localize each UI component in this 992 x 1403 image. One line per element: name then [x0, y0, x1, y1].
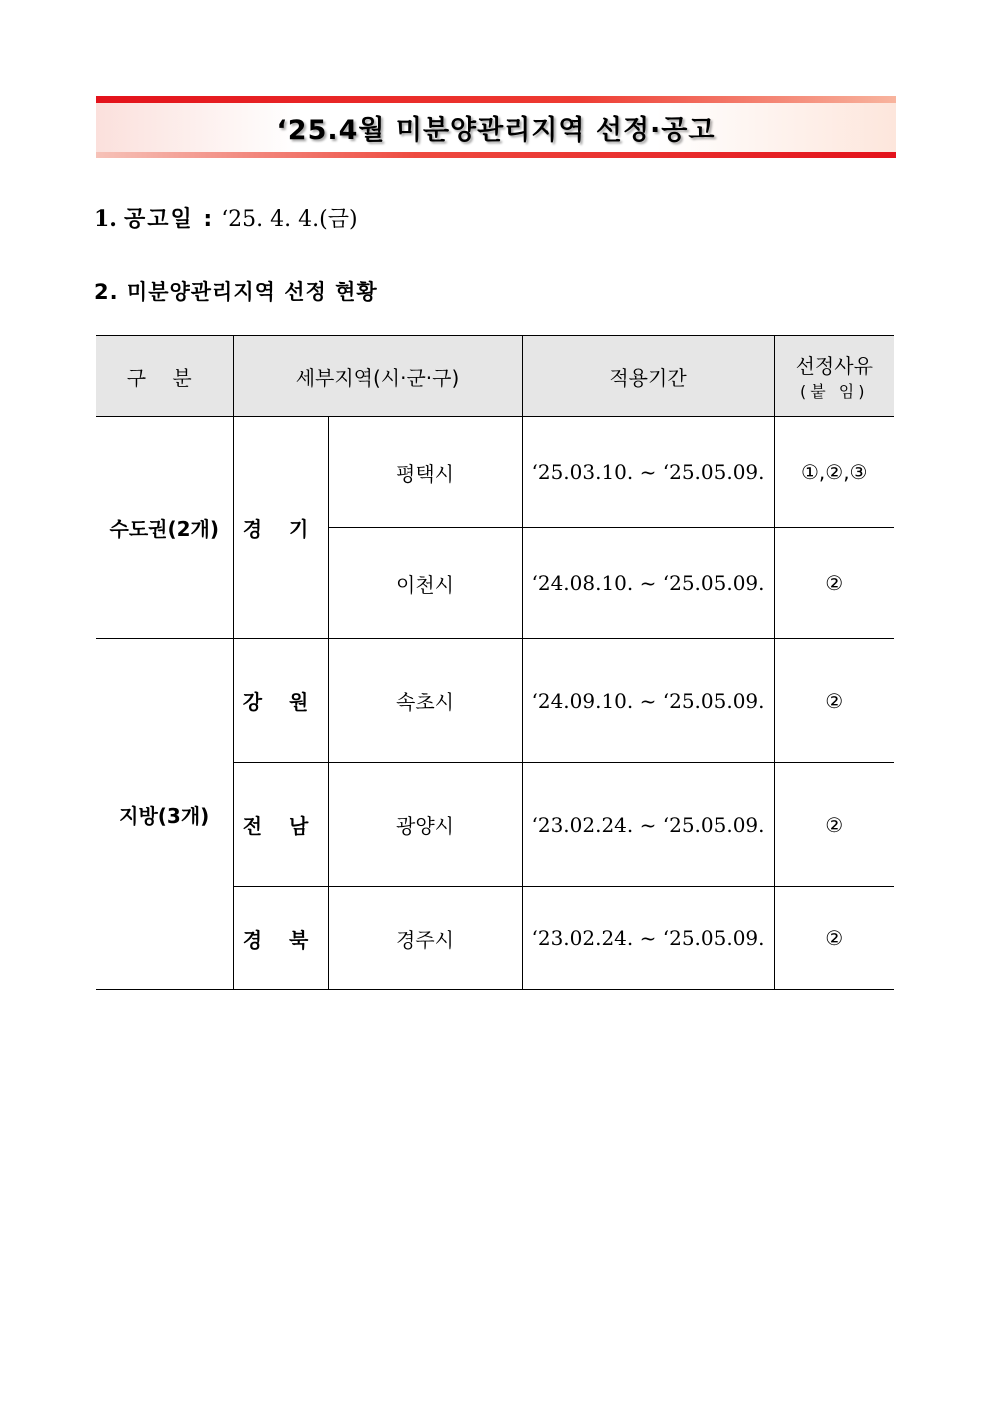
section-number: 2.	[94, 280, 119, 304]
city-cell: 광양시	[328, 763, 522, 887]
title-banner	[96, 96, 896, 158]
header-category: 구 분	[96, 336, 233, 417]
province-cell: 경 북	[233, 887, 328, 990]
city-cell: 평택시	[328, 417, 522, 528]
group-cell: 수도권(2개)	[96, 417, 233, 639]
page-title: ‘25.4월 미분양관리지역 선정·공고	[276, 115, 716, 146]
table-row	[96, 639, 894, 763]
group-cell: 지방(3개)	[96, 639, 233, 990]
table-header-row	[96, 336, 894, 417]
header-reason	[774, 336, 894, 417]
header-period: 적용기간	[522, 336, 774, 417]
period-cell: ‘23.02.24. ~ ‘25.05.09.	[522, 763, 774, 887]
announcement-date: ‘25. 4. 4.(금)	[221, 207, 358, 232]
reason-cell: ②	[774, 887, 894, 990]
announcement-date-line	[94, 202, 358, 233]
section-label: 미분양관리지역 선정 현황	[126, 280, 378, 304]
designation-status-heading	[94, 276, 378, 306]
designation-table	[96, 335, 894, 990]
title-bar-bottom	[96, 152, 896, 158]
header-reason-label: 선정사유	[795, 354, 873, 378]
province-cell: 전 남	[233, 763, 328, 887]
reason-cell: ②	[774, 528, 894, 639]
title-bar-top	[96, 96, 896, 103]
period-cell: ‘24.08.10. ~ ‘25.05.09.	[522, 528, 774, 639]
header-reason-note: (붙 임)	[800, 382, 869, 401]
period-cell: ‘25.03.10. ~ ‘25.05.09.	[522, 417, 774, 528]
period-cell: ‘24.09.10. ~ ‘25.05.09.	[522, 639, 774, 763]
header-region: 세부지역(시·군·구)	[233, 336, 522, 417]
section-label: 공고일 :	[123, 207, 215, 232]
province-cell: 강 원	[233, 639, 328, 763]
province-cell: 경 기	[233, 417, 328, 639]
reason-cell: ②	[774, 639, 894, 763]
city-cell: 경주시	[328, 887, 522, 990]
city-cell: 속초시	[328, 639, 522, 763]
reason-cell: ①,②,③	[774, 417, 894, 528]
section-number: 1.	[94, 206, 117, 232]
city-cell: 이천시	[328, 528, 522, 639]
period-cell: ‘23.02.24. ~ ‘25.05.09.	[522, 887, 774, 990]
reason-cell: ②	[774, 763, 894, 887]
table-row	[96, 417, 894, 528]
